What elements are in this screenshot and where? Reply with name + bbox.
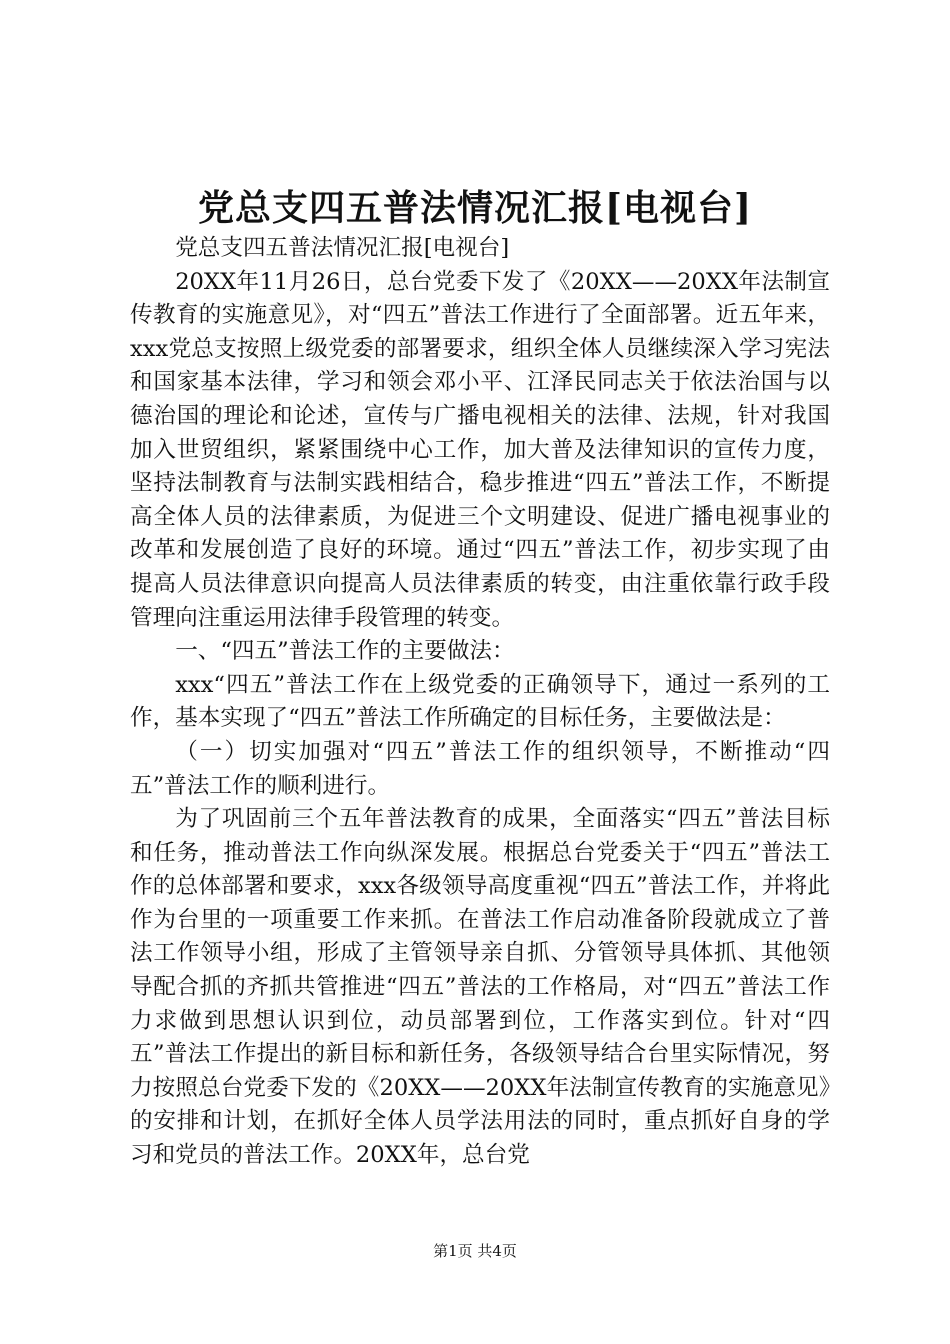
paragraph-subtitle: 党总支四五普法情况汇报[电视台]: [175, 235, 510, 261]
document-body: [130, 232, 830, 1173]
document-title: 党总支四五普法情况汇报[电视台]: [197, 187, 753, 229]
subsection-heading-1: （一）切实加强对“四五”普法工作的组织领导，不断推动“四五”普法工作的顺利进行。: [130, 738, 830, 799]
paragraph-overview: xxx“四五”普法工作在上级党委的正确领导下，通过一系列的工作，基本实现了“四五”普法工作所确定的目标任务，主要做法是：: [130, 671, 830, 732]
page-number: 第1页 共4页: [433, 1242, 517, 1260]
section-heading-1: 一、“四五”普法工作的主要做法：: [175, 638, 515, 665]
paragraph-intro: 20XX年11月26日，总台党委下发了《20XX——20XX年法制宣传教育的实施意见》，对“四五”普法工作进行了全面部署。近五年来，xxx党总支按照上级党委的部署要求，组织全体人员继续深入学习宪法和国家基本法律，学习和领会邓小平、江泽民同志关于依法治国与以德治国的理论和论述，宣传与广播电视相关的法律、法规，针对我国加入世贸组织，紧紧围绕中心工作，加大普及法律知识的宣传力度，坚持法制教育与法制实践相结合，稳步推进“四五”普法工作，不断提高全体人员的法律素质，为促进三个文明建设、促进广播电视事业的改革和发展创造了良好的环境。通过“四五”普法工作，初步实现了由提高人员法律意识向提高人员法律素质的转变，由注重依靠行政手段管理向注重运用法律手段管理的转变。: [130, 268, 830, 631]
paragraph-detail: 为了巩固前三个五年普法教育的成果，全面落实“四五”普法目标和任务，推动普法工作向纵深发展。根据总台党委关于“四五”普法工作的总体部署和要求，xxx各级领导高度重视“四五”普法工作，并将此作为台里的一项重要工作来抓。在普法工作启动准备阶段就成立了普法工作领导小组，形成了主管领导亲自抓、分管领导具体抓、其他领导配合抓的齐抓共管推进“四五”普法的工作格局，对“四五”普法工作力求做到思想认识到位，动员部署到位，工作落实到位。针对“四五”普法工作提出的新目标和新任务，各级领导结合台里实际情况，努力按照总台党委下发的《20XX——20XX年法制宣传教育的实施意见》的安排和计划，在抓好全体人员学法用法的同时，重点抓好自身的学习和党员的普法工作。20XX年，总台党: [130, 806, 830, 1169]
